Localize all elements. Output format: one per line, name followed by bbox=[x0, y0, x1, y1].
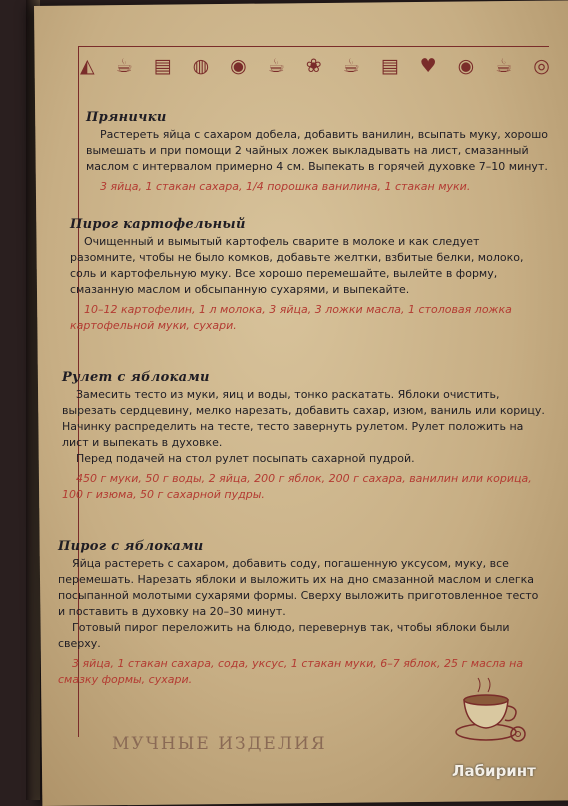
section-footer-title: МУЧНЫЕ ИЗДЕЛИЯ bbox=[112, 734, 327, 754]
box-icon: ♥ bbox=[419, 55, 437, 77]
teapot-icon: ☕ bbox=[115, 55, 133, 77]
jar-icon: ◍ bbox=[192, 55, 210, 77]
decorative-icon-row bbox=[80, 46, 550, 86]
recipes-content bbox=[58, 110, 548, 710]
teacup-illustration-icon bbox=[452, 676, 532, 746]
recipe-ingredients: 3 яйца, 1 стакан сахара, 1/4 порошка ванилина, 1 стакан муки. bbox=[100, 180, 471, 193]
cake-icon: ▤ bbox=[380, 55, 399, 77]
recipe-ingredients: 3 яйца, 1 стакан сахара, сода, уксус, 1 стакан муки, 6–7 яблок, 25 г масла на смазку формы, сухари. bbox=[58, 657, 524, 686]
cup-icon: ☕ bbox=[267, 55, 285, 77]
recipe bbox=[70, 217, 548, 334]
donut-icon: ◎ bbox=[533, 55, 550, 77]
recipe-title: Пирог с яблоками bbox=[58, 539, 204, 554]
recipe-text: Яйца растереть с сахаром, добавить соду, погашенную уксусом, муку, все перемешать. Нарезать яблоки и выложить их на дно смазанной маслом и слегка посыпанной молотыми сухарями формы. Сверху выложить приготовленное тесто и поставить в духовку на 20–30 минут. bbox=[58, 557, 539, 618]
recipe-ingredients: 450 г муки, 50 г воды, 2 яйца, 200 г яблок, 200 г сахара, ванилин или корица, 100 г изюма, 50 г сахарной пудры. bbox=[62, 472, 532, 501]
recipe-text: Перед подачей на стол рулет посыпать сахарной пудрой. bbox=[76, 452, 415, 465]
recipe bbox=[62, 370, 548, 503]
cup-icon: ☕ bbox=[495, 55, 513, 77]
recipe-text: Замесить тесто из муки, яиц и воды, тонко раскатать. Яблоки очистить, вырезать сердцевину, мелко нарезать, добавить сахар, изюм, ваниль или корицу. Начинку распределить на тесте, тесто завернуть рулетом. Рулет положить на лист и выпекать в духовке. bbox=[62, 388, 545, 449]
recipe bbox=[58, 539, 548, 688]
recipe-text: Растереть яйца с сахаром добела, добавить ванилин, всыпать муку, хорошо вымешать и при помощи 2 чайных ложек выкладывать на лист, смазанный маслом с интервалом примерно 4 см. Выпекать в горячей духовке 7–10 минут. bbox=[86, 128, 549, 173]
lollipop-icon: ◉ bbox=[457, 55, 475, 77]
recipe-ingredients: 10–12 картофелин, 1 л молока, 3 яйца, 3 ложки масла, 1 столовая ложка картофельной муки, сухари. bbox=[70, 303, 512, 332]
watermark-logo: Лабиринт bbox=[452, 762, 536, 780]
recipe-title: Рулет с яблоками bbox=[62, 370, 210, 385]
recipe bbox=[86, 110, 548, 195]
teapot-icon: ☕ bbox=[342, 55, 360, 77]
recipe-title: Пирог картофельный bbox=[70, 217, 246, 232]
lollipop-icon: ◉ bbox=[230, 55, 247, 77]
recipe-text: Очищенный и вымытый картофель сварите в молоке и как следует разомните, чтобы не было комков, добавьте желтки, взбитые белки, молоко, соль и картофельную муку. Все хорошо перемешайте, вылейте в форму, смазанную маслом и обсыпанную сухарями, и выпекайте. bbox=[70, 235, 524, 296]
candy-icon: ❀ bbox=[305, 55, 322, 77]
recipe-title: Прянички bbox=[86, 110, 167, 125]
cake-slice-icon: ◭ bbox=[80, 55, 95, 77]
recipe-text: Готовый пирог переложить на блюдо, перевернув так, чтобы яблоки были сверху. bbox=[58, 621, 510, 650]
cake-icon: ▤ bbox=[153, 55, 172, 77]
